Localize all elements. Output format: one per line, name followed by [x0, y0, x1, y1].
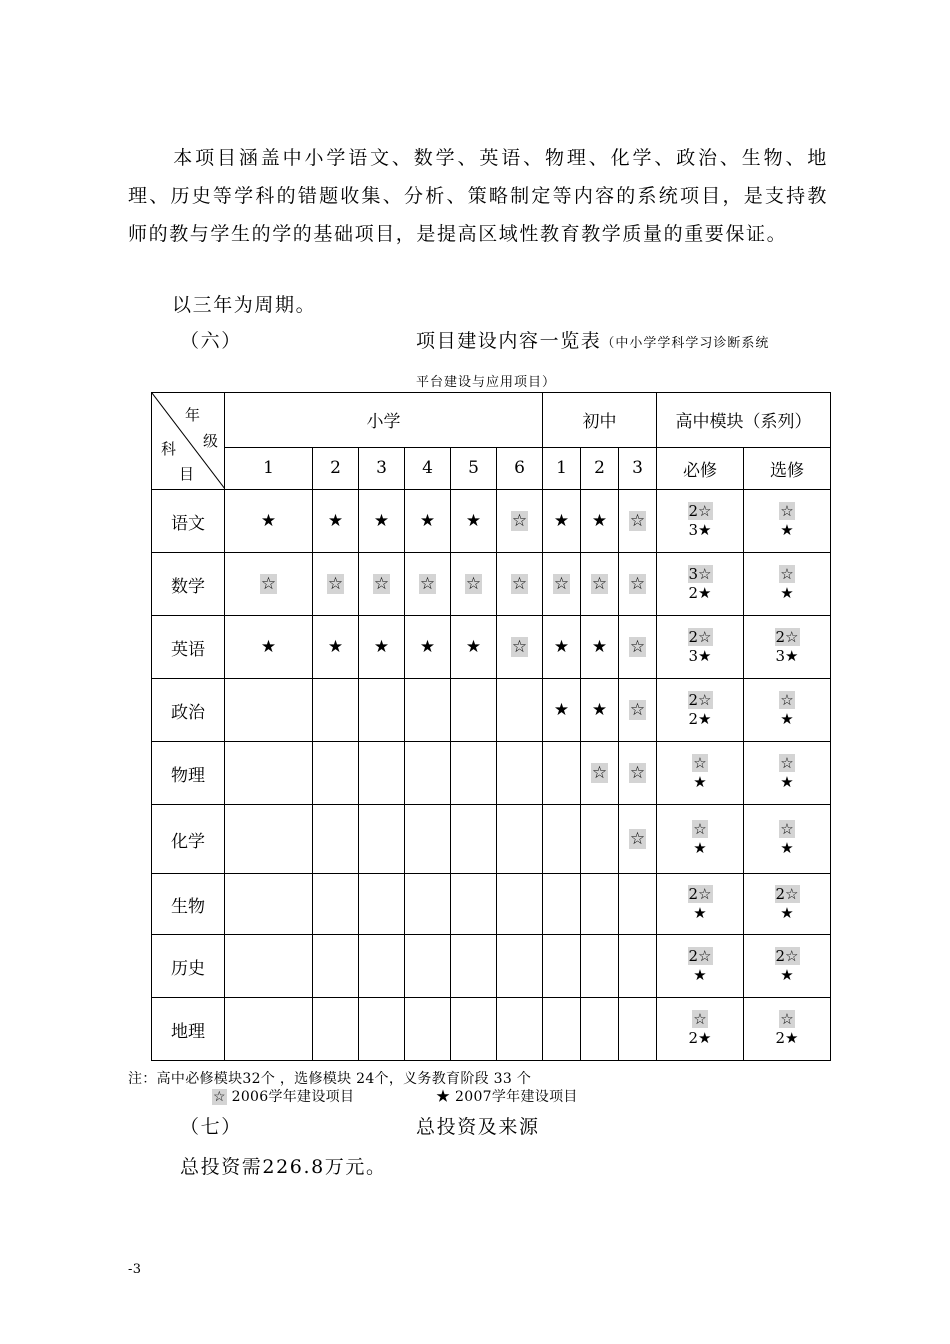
grade-cell [619, 935, 657, 998]
required-module-cell [657, 998, 744, 1061]
hollow-star-count: ☆ [780, 754, 794, 772]
hollow-star-count: ☆ [780, 502, 794, 520]
grade-cell [313, 616, 359, 679]
required-module-cell [657, 935, 744, 998]
group-header-middle: 初中 [543, 393, 657, 448]
high-header-required: 必修 [657, 447, 744, 489]
required-module-cell [657, 805, 744, 874]
grade-cell [313, 805, 359, 874]
solid-star-count: ★ [780, 773, 794, 791]
grade-cell [619, 616, 657, 679]
grade-cell [225, 616, 313, 679]
hollow-star-icon: ☆ [629, 700, 646, 720]
grade-cell [359, 742, 405, 805]
solid-star-icon: ★ [465, 511, 482, 531]
section6-number: （六） [180, 330, 242, 352]
section7-number: （七） [180, 1116, 242, 1138]
solid-star-icon: ★ [419, 511, 436, 531]
grade-cell [451, 679, 497, 742]
grade-cell [619, 742, 657, 805]
grade-cell [497, 490, 543, 553]
elective-module-cell [744, 874, 831, 935]
grade-cell [497, 742, 543, 805]
table-row [152, 998, 831, 1061]
solid-star-count: 2★ [775, 1029, 799, 1047]
grade-header-middle-1: 1 [543, 447, 581, 489]
grade-cell [497, 805, 543, 874]
solid-star-count: 3★ [775, 647, 799, 665]
table-row [152, 490, 831, 553]
grade-cell [405, 490, 451, 553]
hollow-star-icon: ☆ [629, 829, 646, 849]
high-header-elective: 选修 [744, 447, 831, 489]
elective-module-cell [744, 616, 831, 679]
solid-star-count: ★ [780, 521, 794, 539]
solid-star-icon: ★ [465, 637, 482, 657]
solid-star-count: 3★ [688, 647, 712, 665]
hollow-star-count: 2☆ [775, 947, 799, 965]
hollow-star-count: ☆ [780, 691, 794, 709]
elective-module-cell [744, 490, 831, 553]
grade-header-primary-6: 6 [497, 447, 543, 489]
grade-cell [225, 553, 313, 616]
table-row [152, 616, 831, 679]
project-content-table [151, 392, 831, 1061]
solid-star-count: 3★ [688, 521, 712, 539]
subject-cell: 英语 [152, 616, 225, 679]
grade-cell [405, 742, 451, 805]
grade-cell [359, 490, 405, 553]
grade-cell [619, 805, 657, 874]
grade-cell [543, 998, 581, 1061]
solid-star-icon: ★ [260, 637, 277, 657]
subject-cell: 地理 [152, 998, 225, 1061]
grade-cell [497, 935, 543, 998]
grade-cell [313, 998, 359, 1061]
intro-text: 本项目涵盖中小学语文、数学、英语、物理、化学、政治、生物、地理、历史等学科的错题收集、分析、策略制定等内容的系统项目，是支持教师的教与学生的学的基础项目，是提高区域性教育教学质量的重要保证。 [128, 147, 828, 245]
hollow-star-count: ☆ [693, 820, 707, 838]
grade-cell [451, 935, 497, 998]
solid-star-icon: ★ [553, 700, 570, 720]
grade-cell [581, 805, 619, 874]
period-text: 以三年为周期。 [172, 294, 317, 316]
grade-cell [359, 805, 405, 874]
grade-cell [451, 553, 497, 616]
solid-star-count: 2★ [688, 710, 712, 728]
grade-cell [405, 874, 451, 935]
required-module-cell [657, 490, 744, 553]
grade-cell [225, 742, 313, 805]
hollow-star-count: 2☆ [688, 502, 712, 520]
grade-cell [225, 874, 313, 935]
hollow-star-icon: ☆ [591, 574, 608, 594]
grade-header-primary-1: 1 [225, 447, 313, 489]
hollow-star-icon: ☆ [553, 574, 570, 594]
hollow-star-icon: ☆ [629, 637, 646, 657]
grade-cell [225, 998, 313, 1061]
solid-star-icon: ★ [553, 511, 570, 531]
solid-star-count: ★ [693, 966, 707, 984]
intro-paragraph [128, 139, 828, 253]
grade-cell [405, 679, 451, 742]
table-row [152, 553, 831, 616]
solid-star-icon: ★ [373, 511, 390, 531]
solid-star-icon: ★ [591, 700, 608, 720]
hollow-star-count: 2☆ [688, 947, 712, 965]
table-row [152, 935, 831, 998]
section6-subtitle-a: （中小学学科学习诊断系统 [601, 336, 770, 351]
grade-cell [313, 553, 359, 616]
hollow-star-count: ☆ [780, 820, 794, 838]
solid-star-count: ★ [780, 839, 794, 857]
solid-star-icon: ★ [591, 637, 608, 657]
section6-heading [416, 326, 769, 353]
table-row [152, 805, 831, 874]
group-header-high: 高中模块（系列） [657, 393, 831, 448]
grade-cell [497, 679, 543, 742]
grade-cell [497, 553, 543, 616]
grade-cell [451, 490, 497, 553]
grade-cell [497, 998, 543, 1061]
grade-cell [581, 742, 619, 805]
legend-solid: ★ 2007学年建设项目 [436, 1089, 578, 1105]
investment-text: 总投资需226.8万元。 [180, 1156, 387, 1178]
hollow-star-icon: ☆ [465, 574, 482, 594]
grade-cell [225, 805, 313, 874]
hollow-star-icon: ☆ [260, 574, 277, 594]
grade-cell [543, 805, 581, 874]
corner-label-bottom: 目 [179, 465, 195, 483]
grade-header-middle-3: 3 [619, 447, 657, 489]
hollow-star-icon: ☆ [373, 574, 390, 594]
table-row [152, 679, 831, 742]
grade-cell [359, 998, 405, 1061]
elective-module-cell [744, 553, 831, 616]
hollow-star-icon: ☆ [511, 511, 528, 531]
hollow-star-icon: ☆ [629, 763, 646, 783]
section6-subtitle-b: 平台建设与应用项目） [416, 375, 557, 390]
grade-cell [619, 553, 657, 616]
table-note: 注：高中必修模块32个 ，选修模块 24个，义务教育阶段 33 个 [128, 1071, 532, 1087]
subject-cell: 历史 [152, 935, 225, 998]
grade-cell [497, 874, 543, 935]
grade-cell [451, 616, 497, 679]
grade-cell [619, 874, 657, 935]
corner-label-mid: 级 [203, 432, 219, 450]
hollow-star-count: ☆ [693, 754, 707, 772]
solid-star-count: 2★ [688, 584, 712, 602]
grade-cell [543, 935, 581, 998]
required-module-cell [657, 742, 744, 805]
corner-label-top: 年 [185, 406, 201, 424]
grade-cell [543, 490, 581, 553]
solid-star-count: ★ [693, 773, 707, 791]
grade-cell [451, 742, 497, 805]
solid-star-icon: ★ [327, 511, 344, 531]
subject-cell: 政治 [152, 679, 225, 742]
grade-header-middle-2: 2 [581, 447, 619, 489]
grade-cell [405, 805, 451, 874]
hollow-star-count: 2☆ [688, 628, 712, 646]
grade-cell [543, 742, 581, 805]
solid-star-icon: ★ [553, 637, 570, 657]
elective-module-cell [744, 805, 831, 874]
grade-cell [359, 935, 405, 998]
table-row [152, 742, 831, 805]
hollow-star-icon: ☆ [511, 574, 528, 594]
grade-cell [451, 998, 497, 1061]
grade-cell [313, 742, 359, 805]
hollow-star-count: ☆ [780, 565, 794, 583]
grade-cell [581, 616, 619, 679]
hollow-star-icon: ☆ [629, 574, 646, 594]
grade-cell [619, 679, 657, 742]
elective-module-cell [744, 935, 831, 998]
grade-cell [225, 935, 313, 998]
grade-cell [619, 490, 657, 553]
subject-cell: 物理 [152, 742, 225, 805]
grade-cell [451, 874, 497, 935]
hollow-star-count: 3☆ [688, 565, 712, 583]
grade-cell [581, 490, 619, 553]
hollow-star-icon: ☆ [591, 763, 608, 783]
hollow-star-count: ☆ [693, 1010, 707, 1028]
grade-cell [405, 553, 451, 616]
grade-cell [359, 874, 405, 935]
grade-cell [581, 553, 619, 616]
grade-cell [543, 553, 581, 616]
section7-title: 总投资及来源 [416, 1116, 540, 1138]
hollow-star-icon: ☆ [511, 637, 528, 657]
grade-cell [581, 679, 619, 742]
required-module-cell [657, 553, 744, 616]
elective-module-cell [744, 998, 831, 1061]
corner-label-left: 科 [161, 440, 177, 458]
solid-star-count: 2★ [688, 1029, 712, 1047]
grade-header-primary-5: 5 [451, 447, 497, 489]
grade-cell [581, 998, 619, 1061]
grade-cell [359, 616, 405, 679]
required-module-cell [657, 874, 744, 935]
grade-cell [313, 874, 359, 935]
grade-cell [543, 616, 581, 679]
hollow-star-count: 2☆ [688, 691, 712, 709]
hollow-star-icon: ☆ [213, 1089, 226, 1105]
subject-cell: 化学 [152, 805, 225, 874]
grade-cell [313, 935, 359, 998]
solid-star-count: ★ [780, 904, 794, 922]
grade-header-primary-3: 3 [359, 447, 405, 489]
grade-header-primary-4: 4 [405, 447, 451, 489]
section6-title: 项目建设内容一览表 [416, 330, 602, 352]
grade-cell [225, 490, 313, 553]
subject-cell: 数学 [152, 553, 225, 616]
group-header-primary: 小学 [225, 393, 543, 448]
solid-star-icon: ★ [373, 637, 390, 657]
grade-header-primary-2: 2 [313, 447, 359, 489]
grade-cell [497, 616, 543, 679]
solid-star-count: ★ [693, 839, 707, 857]
corner-header [152, 393, 225, 490]
solid-star-count: ★ [780, 584, 794, 602]
grade-cell [359, 679, 405, 742]
solid-star-icon: ★ [419, 637, 436, 657]
grade-cell [581, 874, 619, 935]
grade-cell [451, 805, 497, 874]
grade-cell [619, 998, 657, 1061]
grade-cell [313, 679, 359, 742]
grade-cell [581, 935, 619, 998]
grade-cell [543, 679, 581, 742]
hollow-star-count: 2☆ [775, 885, 799, 903]
table-row [152, 874, 831, 935]
solid-star-icon: ★ [591, 511, 608, 531]
elective-module-cell [744, 679, 831, 742]
grade-cell [405, 998, 451, 1061]
grade-cell [405, 616, 451, 679]
subject-cell: 语文 [152, 490, 225, 553]
grade-cell [313, 490, 359, 553]
solid-star-count: ★ [780, 966, 794, 984]
solid-star-icon: ★ [260, 511, 277, 531]
solid-star-count: ★ [693, 904, 707, 922]
elective-module-cell [744, 742, 831, 805]
hollow-star-count: 2☆ [775, 628, 799, 646]
grade-cell [543, 874, 581, 935]
grade-cell [405, 935, 451, 998]
hollow-star-count: ☆ [780, 1010, 794, 1028]
subject-cell: 生物 [152, 874, 225, 935]
grade-cell [225, 679, 313, 742]
grade-cell [359, 553, 405, 616]
hollow-star-icon: ☆ [327, 574, 344, 594]
solid-star-icon: ★ [327, 637, 344, 657]
hollow-star-icon: ☆ [629, 511, 646, 531]
solid-star-count: ★ [780, 710, 794, 728]
hollow-star-count: 2☆ [688, 885, 712, 903]
required-module-cell [657, 679, 744, 742]
legend-hollow [212, 1086, 354, 1106]
page-number: -3 [128, 1262, 142, 1277]
legend-hollow-text: 2006学年建设项目 [226, 1089, 355, 1105]
required-module-cell [657, 616, 744, 679]
hollow-star-icon: ☆ [419, 574, 436, 594]
